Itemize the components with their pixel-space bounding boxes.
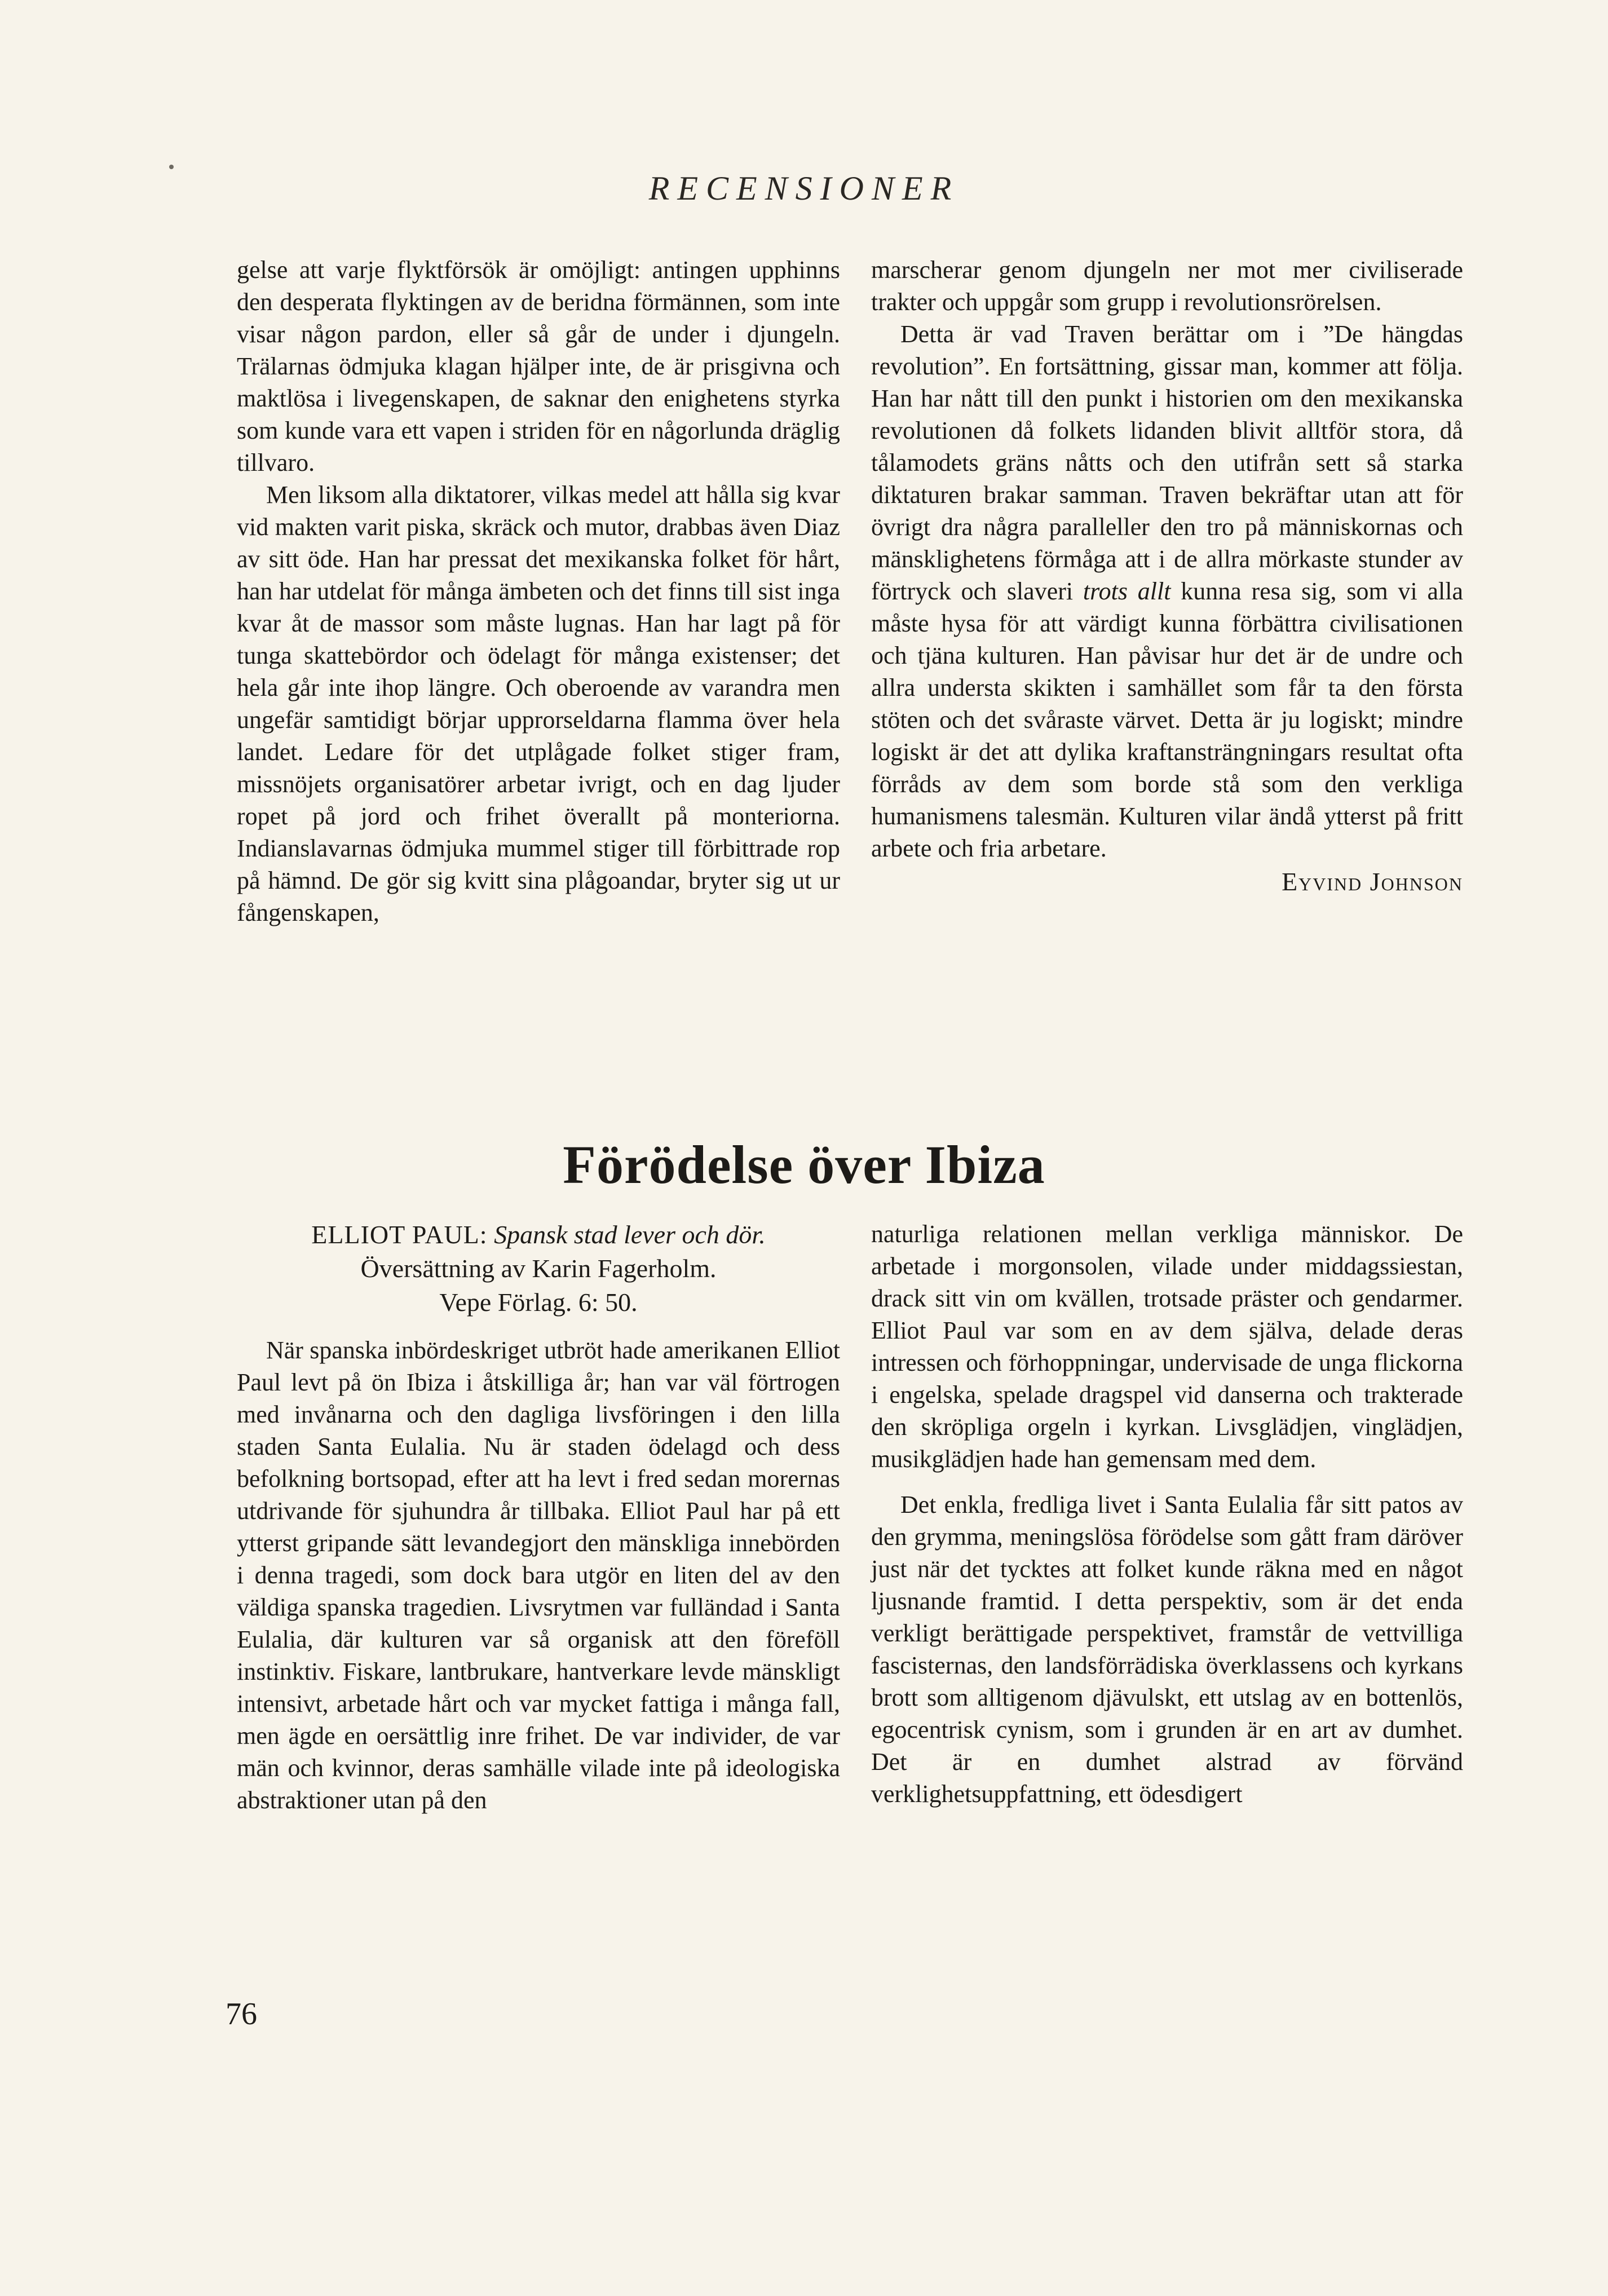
paragraph: När spanska inbördeskriget utbröt hade amerikanen Elliot Paul levt på ön Ibiza i åtskilliga år; han var väl förtrogen med invånarna och den dagliga livsföringen i den lilla staden Santa Eulalia. Nu är staden ödelagd och dess befolkning bortsopad, efter att ha levt i fred sedan morernas utdrivande för sjuhundra år tillbaka. Elliot Paul har på ett ytterst gripande sätt levandegjort den mänskliga innebörden i denna tragedi, som dock bara utgör en liten del av den väldiga spanska tragedien. Livsrytmen var fulländad i Santa Eulalia, där kulturen var så organisk att den föreföll instinktiv. Fiskare, lantbrukare, hantverkare levde mänskligt intensivt, arbetade hårt och var mycket fattiga i många fall, men ägde en oersättlig inre frihet. De var individer, de var män och kvinnor, deras samhälle vilade inte på ideologiska abstraktioner utan på den (237, 1336, 840, 1814)
review1-column-left (237, 254, 840, 929)
review-signature: Eyvind Johnson (1282, 867, 1463, 896)
book-author: ELLIOT PAUL: (311, 1220, 488, 1249)
paragraph-text: kunna resa sig, som vi alla måste hysa för att värdigt kunna förbättra civilisationen och tjäna kulturen. Han påvisar hur det är de undre och allra understa skikten i samhället som får ta den första stöten och det svåraste värvet. Detta är ju logiskt; mindre logiskt är det att dylika kraftansträngningars resultat ofta förråds av dem som borde stå som den verkliga humanismens talesmän. Kulturen vilar ändå ytterst på fritt arbete och fria arbetare. (871, 577, 1463, 862)
bibliographic-entry (237, 1218, 840, 1319)
paragraph: Men liksom alla diktatorer, vilkas medel att hålla sig kvar vid makten varit piska, skräck och mutor, drabbas även Diaz av sitt öde. Han har pressat det mexikanska folket för hårt, han har utdelat för många ämbeten och det finns till sist inga kvar åt de massor som måste lugnas. Han har lagt på för tunga skattebördor och ödelagt för många existenser; det hela går inte ihop längre. Och oberoende av varandra men ungefär samtidigt börjar upprorseldarna flamma över hela landet. Ledare för det utplågade folket stiger fram, missnöjets organisatörer arbetar ivrigt, och en dag ljuder ropet på jord och frihet överallt på monteriorna. Indianslavarnas ödmjuka mummel stiger till förbittrade rop på hämnd. De gör sig kvitt sina plågoandar, bryter sig ut ur fångenskapen, (237, 481, 840, 926)
paragraph-text: Detta är vad Traven berättar om i ”De hängdas revolution”. En fortsättning, gissar man, kommer att följa. Han har nått till den punkt i historien om den mexikanska revolutionen då folkets lidanden blivit alltför stora, då tålamodets gräns nåtts och den utifrån sett så starka diktaturen brakar samman. Traven bekräftar utan att för övrigt dra några paralleller den tro på människornas och mänsklighetens förmåga att i de allra mörkaste stunder av förtryck och slaveri (871, 320, 1463, 605)
review2-column-left (237, 1218, 840, 1816)
article-title: Förödelse över Ibiza (563, 1134, 1045, 1195)
review2-column-right (871, 1218, 1463, 1810)
review1-column-right (871, 254, 1463, 898)
running-head: RECENSIONER (648, 170, 960, 207)
book-title: Spansk stad lever och dör. (494, 1220, 766, 1249)
author-and-title-line (237, 1218, 840, 1252)
paragraph (871, 318, 1463, 864)
page-number: 76 (226, 1997, 257, 2032)
translation-line: Översättning av Karin Fagerholm. (360, 1254, 717, 1283)
paragraph: marscherar genom djungeln ner mot mer civiliserade trakter och uppgår som grupp i revolutionsrörelsen. (871, 256, 1463, 316)
paragraph: naturliga relationen mellan verkliga människor. De arbetade i morgonsolen, vilade under middagssiestan, drack sitt vin om kvällen, trotsade präster och gendarmer. Elliot Paul var som en av dem själva, delade deras intressen och förhoppningar, undervisade de unga flickorna i engelska, spelade dragspel vid danserna och trakterade den skröpliga orgeln i kyrkan. Livsglädjen, vinglädjen, musikglädjen hade han gemensam med dem. (871, 1220, 1463, 1473)
emphasis-text: trots allt (1083, 577, 1171, 605)
paragraph: gelse att varje flyktförsök är omöjligt: antingen upphinns den desperata flyktingen av de beridna förmännen, som inte visar någon pardon, eller så går de under i djungeln. Trälarnas ödmjuka klagan hjälper inte, de är prisgivna och maktlösa i livegenskapen, de saknar den enighetens styrka som kunde vara ett vapen i striden för en någorlunda dräglig tillvaro. (237, 256, 840, 476)
publisher-line: Vepe Förlag. 6: 50. (439, 1288, 638, 1317)
print-speck (169, 165, 174, 169)
paragraph: Det enkla, fredliga livet i Santa Eulalia får sitt patos av den grymma, meningslösa förödelse som gått fram däröver just när det tycktes att folket kunde räkna med en något ljusnande framtid. I detta perspektiv, som är det enda verkligt berättigade perspektivet, framstår de vettvilliga fascisternas, den landsförrädiska överklassens och kyrkans brott som alltigenom djävulskt, ett utslag av en bottenlös, egocentrisk cynism, som i grunden är en art av dumhet. Det är en dumhet alstrad av förvänd verklighetsuppfattning, ett ödesdigert (871, 1491, 1463, 1808)
